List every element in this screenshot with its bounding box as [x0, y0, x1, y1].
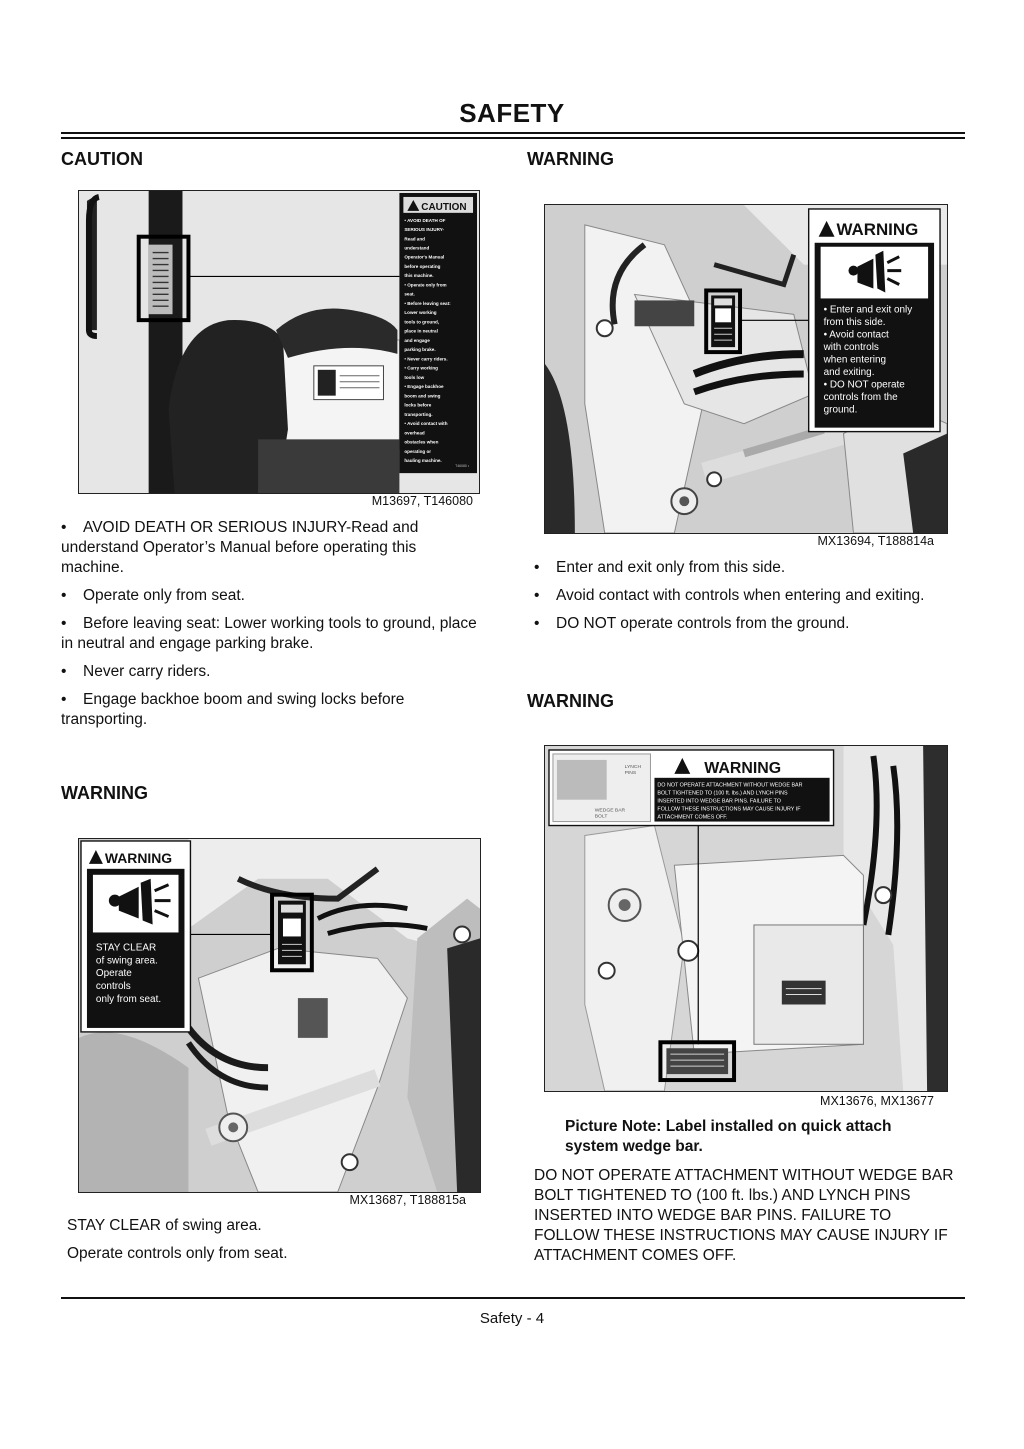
- decal-text-line: locks before: [404, 402, 432, 408]
- list-item: • Engage backhoe boom and swing locks before transporting.: [61, 691, 405, 728]
- decal-text-line: • Avoid contact with: [404, 421, 448, 427]
- decal-text-line: understand: [404, 245, 430, 251]
- caution-photo-caption: M13697, T146080: [371, 494, 473, 508]
- decal-text-line: ground.: [823, 404, 858, 416]
- decal-text-line: • Engage backhoe: [404, 384, 444, 390]
- decal-text-line: transporting.: [404, 411, 433, 417]
- decal-text-line: BOLT TIGHTENED TO (100 ft. lbs.) AND LYNCH PINS: [657, 790, 788, 797]
- list-item: • DO NOT operate controls from the ground.: [534, 615, 850, 632]
- list-item: • AVOID DEATH OR SERIOUS INJURY-Read and understand Operator’s Manual before operating this machine.: [61, 519, 419, 576]
- warning-wedge-decal-title: WARNING: [704, 759, 782, 777]
- decal-text-line: INSERTED INTO WEDGE BAR PINS. FAILURE TO: [657, 798, 781, 805]
- decal-text-line: place in neutral: [404, 328, 438, 334]
- caution-decal-title: CAUTION: [421, 201, 467, 213]
- warning-swing-photo-caption: MX13687, T188815a: [349, 1193, 466, 1207]
- decal-text-line: operating or: [404, 448, 432, 454]
- warning-swing-text: [67, 1216, 487, 1272]
- caution-photo: [78, 190, 480, 494]
- decal-text-line: ATTACHMENT COMES OFF.: [657, 814, 728, 821]
- page-title: SAFETY: [459, 98, 565, 128]
- decal-text-line: and engage: [404, 337, 430, 343]
- inset-label-bolt: BOLT: [594, 814, 608, 820]
- decal-text-line: Lower working: [404, 310, 437, 316]
- list-item: • Avoid contact with controls when entering and exiting.: [534, 587, 925, 604]
- inset-label-pins: PINS: [624, 770, 637, 776]
- decal-text-line: SERIOUS INJURY-: [404, 227, 445, 233]
- warning-entry-bullet-list: [534, 558, 974, 642]
- decal-text-line: of swing area.: [95, 955, 158, 967]
- decal-text-line: • Carry working: [404, 365, 438, 371]
- decal-text-line: Operator's Manual: [404, 254, 445, 260]
- decal-text-line: • Operate only from: [404, 282, 447, 288]
- decal-text-line: controls: [95, 981, 131, 993]
- warning-entry-heading: WARNING: [527, 149, 614, 169]
- decal-text-line: from this side.: [823, 316, 886, 328]
- decal-text-line: STAY CLEAR: [95, 942, 157, 954]
- decal-text-line: Operate: [95, 968, 132, 980]
- warning-swing-heading: WARNING: [61, 783, 148, 803]
- inset-label-wedge-bar: WEDGE BAR: [594, 808, 626, 814]
- decal-text-line: tools to ground,: [404, 319, 440, 325]
- stay-clear-line: STAY CLEAR of swing area.: [67, 1217, 262, 1234]
- decal-text-line: this machine.: [404, 273, 434, 279]
- decal-text-line: FOLLOW THESE INSTRUCTIONS MAY CAUSE INJURY IF: [657, 806, 801, 813]
- decal-text-line: parking brake.: [404, 347, 436, 353]
- decal-text-line: • Avoid contact: [823, 329, 889, 341]
- operate-controls-line: Operate controls only from seat.: [67, 1245, 288, 1262]
- decal-text-line: seat.: [404, 291, 415, 297]
- decal-text-line: when entering: [823, 354, 887, 366]
- decal-text-line: hauling machine.: [404, 458, 442, 464]
- warning-wedge-heading: WARNING: [527, 691, 614, 711]
- decal-text-line: and exiting.: [823, 366, 875, 378]
- warning-wedge-photo-caption: MX13676, MX13677: [820, 1094, 934, 1108]
- decal-text-line: controls from the: [823, 392, 898, 404]
- list-item: • Never carry riders.: [61, 663, 211, 680]
- decal-text-line: obstacles when: [404, 439, 439, 445]
- decal-text-line: before operating: [404, 263, 441, 269]
- decal-text-line: Read and: [404, 236, 425, 242]
- decal-text-line: overhead: [404, 430, 425, 436]
- decal-text-line: with controls: [823, 341, 879, 353]
- picture-note: Picture Note: Label installed on quick attach system wedge bar.: [565, 1118, 892, 1155]
- warning-entry-photo-caption: MX13694, T188814a: [817, 534, 934, 548]
- warning-wedge-photo: [544, 745, 948, 1092]
- caution-heading: CAUTION: [61, 149, 143, 169]
- decal-text-line: • AVOID DEATH OF: [404, 217, 446, 223]
- wedge-warning-body: DO NOT OPERATE ATTACHMENT WITHOUT WEDGE BAR BOLT TIGHTENED TO (100 ft. lbs.) AND LYNCH PINS INSERTED INTO WEDGE BAR PINS. FAILURE TO FOLLOW THESE INSTRUCTIONS MAY CAUSE INJURY IF ATTACHMENT COMES OFF.: [534, 1167, 954, 1264]
- decal-text-line: • Never carry riders.: [404, 356, 448, 362]
- warning-entry-photo: [544, 204, 948, 534]
- caution-bullet-list: [61, 518, 481, 738]
- decal-text-line: • Enter and exit only: [823, 304, 913, 316]
- warning-swing-photo: [78, 838, 481, 1193]
- header-rule-double: [61, 137, 965, 139]
- decal-text-line: tools low: [404, 374, 425, 380]
- list-item: • Before leaving seat: Lower working tools to ground, place in neutral and engage parking brake.: [61, 615, 477, 652]
- list-item: • Enter and exit only from this side.: [534, 559, 786, 576]
- decal-text-line: • DO NOT operate: [823, 379, 905, 391]
- warning-entry-decal-title: WARNING: [836, 219, 919, 239]
- page-footer: Safety - 4: [479, 1310, 545, 1327]
- warning-swing-decal-title: WARNING: [104, 849, 173, 866]
- svg-text:T46080 •: T46080 •: [455, 464, 470, 469]
- decal-text-line: boom and swing: [404, 393, 441, 399]
- decal-text-line: only from seat.: [95, 994, 162, 1006]
- footer-rule: [61, 1297, 965, 1299]
- decal-text-line: • Before leaving seat:: [404, 300, 451, 306]
- list-item: • Operate only from seat.: [61, 587, 245, 604]
- header-rule: [61, 132, 965, 134]
- decal-text-line: DO NOT OPERATE ATTACHMENT WITHOUT WEDGE BAR: [657, 782, 803, 789]
- inset-label-lynch: LYNCH: [624, 764, 642, 770]
